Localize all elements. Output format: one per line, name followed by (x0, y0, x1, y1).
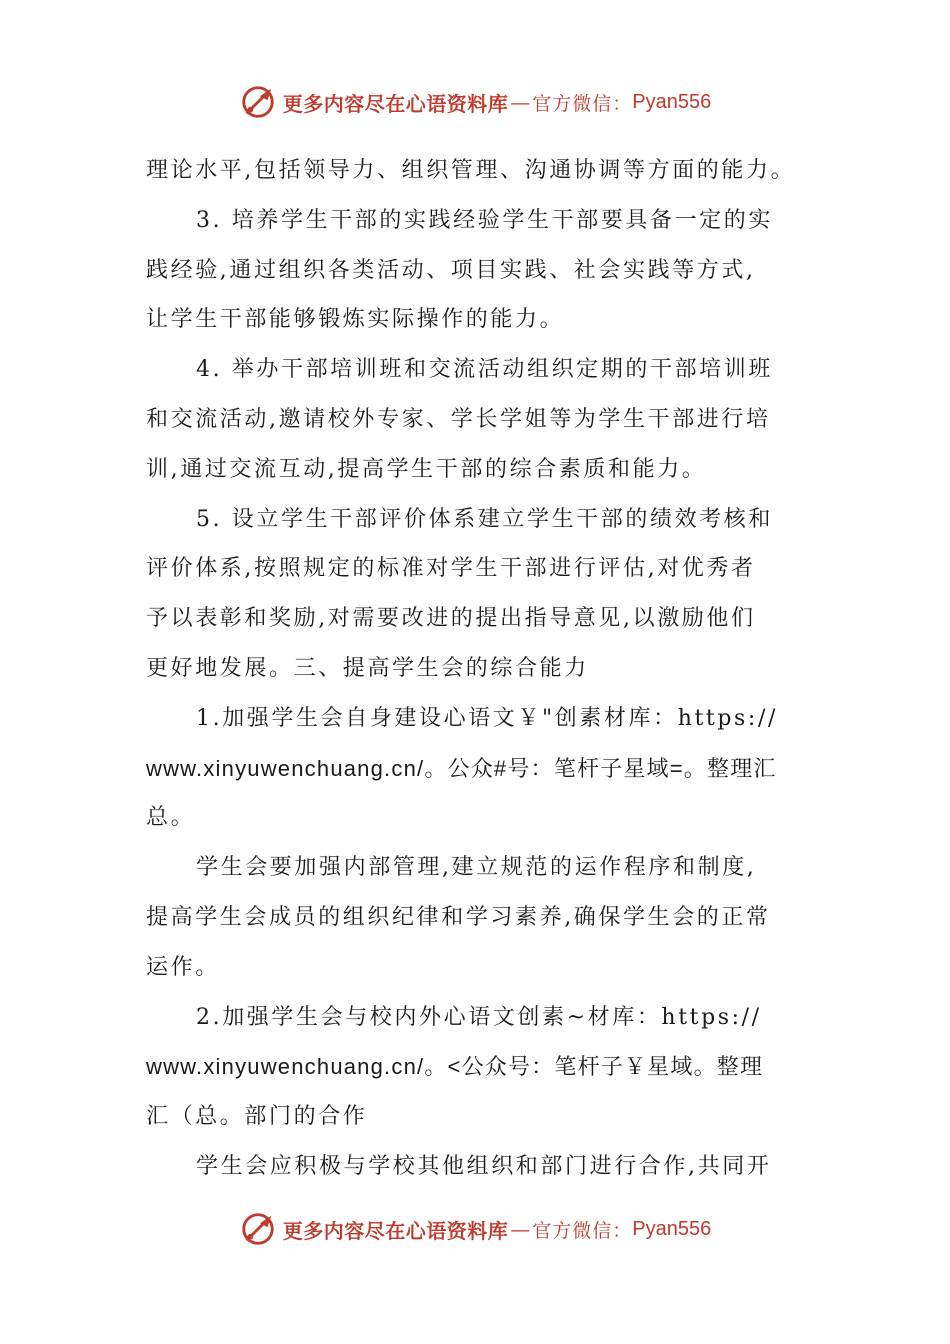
text-line: 5. 设立学生干部评价体系建立学生干部的绩效考核和 (196, 506, 773, 532)
document-body (146, 146, 806, 1192)
text-line: 评价体系,按照规定的标准对学生干部进行评估,对优秀者 (146, 556, 756, 582)
text-line: www.xinyuwenchuang.cn/。<公众号：笔杆子￥星域。整理 (146, 1054, 764, 1080)
banner-dash: — (510, 1217, 531, 1241)
text-line: 学生会要加强内部管理,建立规范的运作程序和制度, (196, 855, 757, 881)
text-line: 4. 举办干部培训班和交流活动组织定期的干部培训班 (196, 357, 773, 383)
footer-watermark-banner (0, 1207, 950, 1251)
text-line: 2.加强学生会与校内外心语文创素~材库：https:// (196, 1004, 762, 1030)
text-line: 提高学生会成员的组织纪律和学习素养,确保学生会的正常 (146, 904, 771, 930)
banner-dash: — (510, 90, 531, 114)
brush-logo-icon (239, 1210, 277, 1248)
text-line: 学生会应积极与学校其他组织和部门进行合作,共同开 (196, 1153, 772, 1179)
text-line: 运作。 (146, 954, 220, 980)
banner-label: 官方微信： (532, 92, 633, 115)
banner-wechat-code: Pyan556 (632, 90, 712, 113)
text-line: 理论水平,包括领导力、组织管理、沟通协调等方面的能力。 (146, 158, 796, 183)
text-line: 汇（总。部门的合作 (146, 1104, 368, 1130)
text-line: 让学生干部能够锻炼实际操作的能力。 (146, 307, 565, 333)
text-line: 践经验,通过组织各类活动、项目实践、社会实践等方式, (146, 257, 756, 283)
brush-logo-icon (239, 83, 277, 121)
banner-main-text: 更多内容尽在心语资料库 (282, 91, 509, 116)
text-line: 1.加强学生会自身建设心语文￥"创素材库：https:// (196, 705, 778, 731)
banner-main-text: 更多内容尽在心语资料库 (282, 1218, 509, 1243)
text-line: 训,通过交流互动,提高学生干部的综合素质和能力。 (146, 456, 707, 482)
text-line: 3. 培养学生干部的实践经验学生干部要具备一定的实 (196, 207, 773, 233)
text-line: 和交流活动,邀请校外专家、学长学姐等为学生干部进行培 (146, 406, 771, 432)
text-line: www.xinyuwenchuang.cn/。公众#号：笔杆子星域=。整理汇 (146, 755, 777, 781)
banner-wechat-code: Pyan556 (632, 1217, 712, 1240)
text-line: 予以表彰和奖励,对需要改进的提出指导意见,以激励他们 (146, 606, 756, 632)
header-watermark-banner (0, 80, 950, 124)
text-line: 总。 (146, 805, 196, 831)
text-line: 更好地发展。三、提高学生会的综合能力 (146, 655, 589, 681)
banner-label: 官方微信： (532, 1219, 633, 1242)
